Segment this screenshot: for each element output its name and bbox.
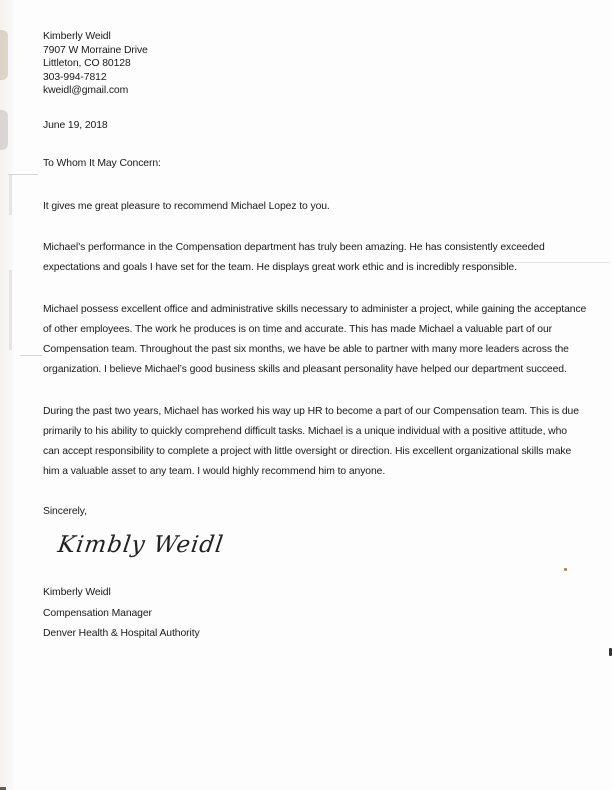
scan-artifact (0, 30, 8, 80)
sender-street: 7907 W Morraine Drive (43, 45, 148, 56)
paragraph-line: can accept responsibility to complete a project with little oversight or direction. His excellent organizational skills make (43, 446, 572, 457)
sender-phone: 303-994-7812 (43, 72, 107, 83)
sender-name: Kimberly Weidl (43, 31, 111, 42)
scan-artifact (8, 174, 38, 175)
handwritten-signature: Kimbly Weidl (56, 532, 226, 558)
scan-artifact (9, 175, 12, 215)
sender-email: kweidl@gmail.com (43, 85, 129, 96)
scan-artifact (0, 110, 8, 150)
signer-title: Compensation Manager (43, 608, 152, 619)
paragraph-line: Michael’s performance in the Compensation department has truly been amazing. He has consistently exceeded (43, 242, 545, 253)
signer-name: Kimberly Weidl (43, 587, 111, 598)
paragraph-line: him a valuable asset to any team. I would highly recommend him to anyone. (43, 466, 386, 477)
signer-organization: Denver Health & Hospital Authority (43, 628, 200, 639)
closing: Sincerely, (43, 506, 87, 517)
scan-artifact (9, 270, 12, 350)
intro-paragraph: It gives me great pleasure to recommend Michael Lopez to you. (43, 201, 330, 212)
paragraph-line: primarily to his ability to quickly comprehend difficult tasks. Michael is a unique individual with a positive attitude, who (43, 426, 567, 437)
scan-artifact (564, 568, 567, 571)
letter-date: June 19, 2018 (43, 120, 108, 131)
paragraph-line: Michael possess excellent office and administrative skills necessary to administer a project, while gaining the acceptance (43, 304, 587, 315)
paragraph-line: Compensation team. Throughout the past six months, we have be able to partner with many more leaders across the (43, 344, 569, 355)
paragraph-line: of other employees. The work he produces is on time and accurate. This has made Michael a valuable part of our (43, 324, 553, 335)
paragraph-line: During the past two years, Michael has worked his way up HR to become a part of our Compensation team. This is due (43, 406, 579, 417)
sender-city: Littleton, CO 80128 (43, 58, 131, 69)
paragraph-line: organization. I believe Michael’s good business skills and pleasant personality have helped our department succeed. (43, 364, 567, 375)
salutation: To Whom It May Concern: (43, 158, 161, 169)
scan-artifact (20, 355, 42, 356)
paragraph-line: expectations and goals I have set for the team. He displays great work ethic and is incredibly responsible. (43, 262, 517, 273)
